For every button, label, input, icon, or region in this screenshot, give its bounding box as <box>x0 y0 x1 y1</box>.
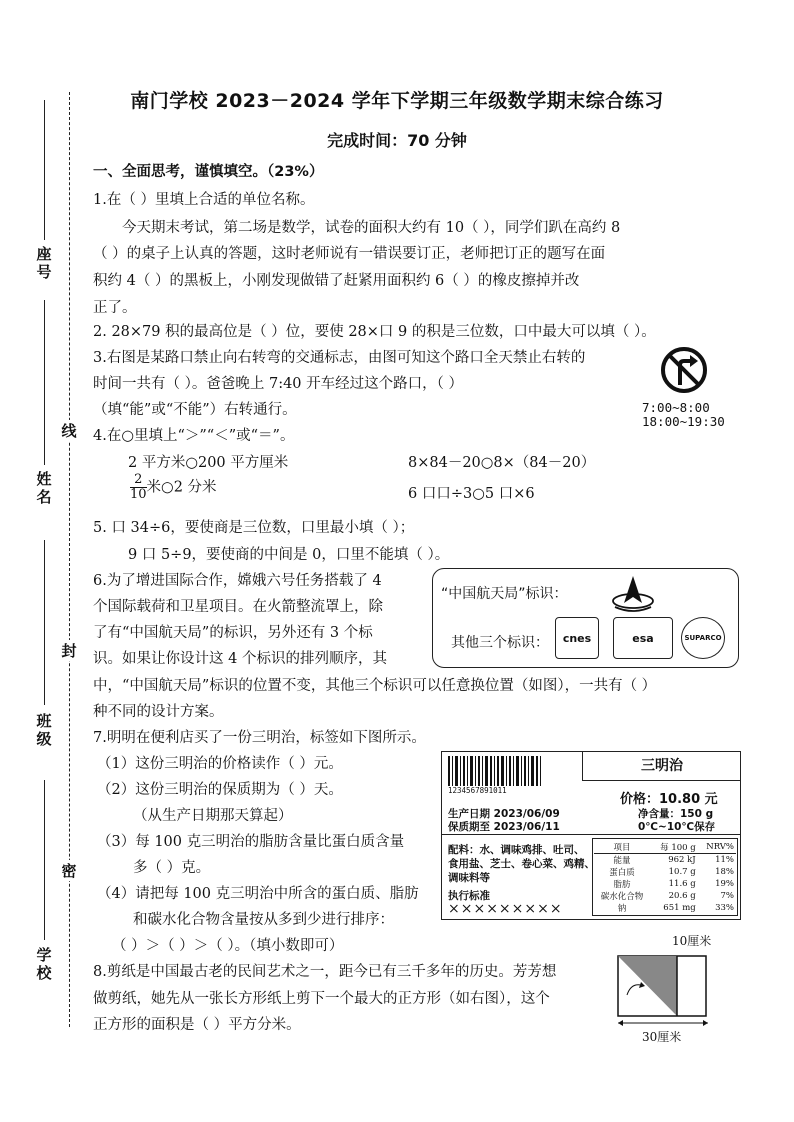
label-product-name: 三明治 <box>582 752 741 781</box>
label-expiry-date: 保质期至 2023/06/11 <box>448 821 560 833</box>
q7-item: （ ）＞（ ）＞（ ）。（填小数即可） <box>112 938 344 954</box>
label-ingredients: 配料：水、调味鸡排、吐司、 <box>448 844 585 856</box>
q7-item: （从生产日期那天算起） <box>133 808 293 824</box>
table-cell: 每 100 g <box>650 841 698 854</box>
seal-word-mi: 密 <box>57 860 81 881</box>
label-standard-code: ××××××××× <box>448 901 563 917</box>
q6-line: 6.为了增进国际合作，嫦娥六号任务搭载了 4 <box>93 573 382 589</box>
class-field-line[interactable] <box>44 540 45 705</box>
q6-line: 个国际载荷和卫星项目。在火箭整流罩上，除 <box>93 599 383 615</box>
q5-line: 9 口 5÷9，要使商的中间是 0，口里不能填（ ）。 <box>128 547 450 563</box>
q6-line: 识。如果让你设计这 4 个标识的排列顺序，其 <box>93 651 387 667</box>
q4-c: $\frac{2}{10}$ 米○2 分米 <box>130 472 217 502</box>
table-row <box>594 854 736 867</box>
table-cell: NRV% <box>698 841 736 854</box>
q3-line: （填“能”或“不能”）右转通行。 <box>93 402 297 418</box>
cnsa-logo-icon <box>609 573 657 615</box>
table-cell: 11.6 g <box>668 879 696 889</box>
table-row <box>594 841 736 854</box>
q8-line: 8.剪纸是中国最古老的民间艺术之一，距今已有三千多年的历史。芳芳想 <box>93 964 557 980</box>
q7-item: 和碳水化合物含量按从多到少进行排序： <box>133 912 394 928</box>
q7-item: （3）每 100 克三明治的脂肪含量比蛋白质含量 <box>97 834 405 850</box>
cnsa-logo-label: “中国航天局”标识： <box>441 586 568 602</box>
sandwich-label <box>441 751 741 920</box>
q7-item: （1）这份三明治的价格读作（ ）元。 <box>97 756 343 772</box>
q6-line: 了有“中国航天局”的标识，另外还有 3 个标 <box>93 625 373 641</box>
table-cell: 11% <box>715 855 734 865</box>
seal-word-xian: 线 <box>57 420 81 441</box>
label-production-date: 生产日期 2023/06/09 <box>448 808 560 820</box>
table-cell: 33% <box>715 903 734 913</box>
table-cell: 962 kJ <box>668 855 696 865</box>
q8-line: 做剪纸，她先从一张长方形纸上剪下一个最大的正方形（如右图），这个 <box>93 991 550 1007</box>
table-cell: 18% <box>715 867 734 877</box>
table-cell: 20.6 g <box>668 891 696 901</box>
label-price: 价格：10.80 元 <box>620 792 718 807</box>
q1-line: 正了。 <box>93 300 137 316</box>
table-row <box>594 890 736 902</box>
barcode-icon <box>448 756 544 786</box>
q7-item: 多（ ）克。 <box>133 860 211 876</box>
suparco-logo-icon: SUPARCO <box>681 617 725 659</box>
label-ingredients: 食用盐、芝士、卷心菜、鸡精、 <box>448 858 595 870</box>
paper-cut-figure <box>617 955 707 1017</box>
label-ingredients: 调味料等 <box>448 872 490 884</box>
q1-line: （ ）的桌子上认真的答题，这时老师说有一错误要订正，老师把订正的题写在面 <box>93 246 606 262</box>
binding-dashed-line <box>69 92 70 1027</box>
table-cell: 碳水化合物 <box>600 892 644 902</box>
table-row <box>594 866 736 878</box>
sign-time-2: 18:00~19:30 <box>642 414 725 429</box>
nutrition-table <box>594 841 736 914</box>
label-net-weight: 净含量：150 g <box>638 808 714 820</box>
q4-d: 6 口口÷3○5 口×6 <box>408 486 535 502</box>
page-title: 南门学校 2023－2024 学年下学期三年级数学期末综合练习 <box>130 90 664 112</box>
logo-panel <box>432 568 739 668</box>
q4-intro: 4.在○里填上“＞”“＜”或“＝”。 <box>93 428 295 444</box>
seat-field-line[interactable] <box>44 100 45 240</box>
q2-line: 2. 28×79 积的最高位是（ ）位，要使 28×口 9 的积是三位数，口中最大可以填（ ）。 <box>93 324 656 340</box>
name-label: 姓名 <box>36 470 52 506</box>
fig-bottom-arrow-icon <box>617 1018 709 1028</box>
name-field-line[interactable] <box>44 300 45 465</box>
sign-time-1: 7:00~8:00 <box>642 400 710 415</box>
fig-top-dimension: 10厘米 <box>672 934 712 948</box>
seat-label: 座号 <box>36 245 52 281</box>
school-field-line[interactable] <box>44 780 45 940</box>
q1-line: 今天期末考试，第二场是数学，试卷的面积大约有 10（ ），同学们趴在高约 8 <box>122 220 621 236</box>
q1-line: 1.在（ ）里填上合适的单位名称。 <box>93 192 315 208</box>
label-divider <box>442 834 740 835</box>
q8-line: 正方形的面积是（ ）平方分米。 <box>93 1017 301 1033</box>
section-heading: 一、全面思考，谨慎填空。（23%） <box>93 164 324 180</box>
school-label: 学校 <box>36 946 52 982</box>
label-standard: 执行标准 <box>448 890 490 902</box>
label-storage: 0℃~10℃保存 <box>638 821 716 833</box>
time-limit: 完成时间：70 分钟 <box>327 131 467 150</box>
table-cell: 651 mg <box>663 903 696 913</box>
q4-a: 2 平方米○200 平方厘米 <box>128 455 289 471</box>
esa-logo-icon: esa <box>613 617 673 659</box>
q6-line: 种不同的设计方案。 <box>93 704 224 720</box>
seal-word-feng: 封 <box>57 640 81 661</box>
table-cell: 7% <box>720 891 734 901</box>
table-cell: 10.7 g <box>668 867 696 877</box>
table-cell: 蛋白质 <box>609 868 635 878</box>
q1-line: 积约 4（ ）的黑板上，小刚发现做错了赶紧用面积约 6（ ）的橡皮擦掉并改 <box>93 273 580 289</box>
no-right-turn-sign-icon <box>656 345 712 395</box>
barcode-number: 1234567891011 <box>448 786 507 795</box>
table-cell: 钠 <box>617 904 627 914</box>
q7-item: （4）请把每 100 克三明治中所含的蛋白质、脂肪 <box>97 886 419 902</box>
table-row <box>594 878 736 890</box>
q3-line: 3.右图是某路口禁止向右转弯的交通标志，由图可知这个路口全天禁止右转的 <box>93 350 586 366</box>
table-cell: 19% <box>715 879 734 889</box>
fraction: $\frac{2}{10}$ <box>130 472 147 502</box>
table-row <box>594 902 736 914</box>
q6-line: 中，“中国航天局”标识的位置不变，其他三个标识可以任意换位置（如图），一共有（ ） <box>93 678 657 694</box>
cnes-logo-icon: cnes <box>555 617 599 659</box>
table-cell: 脂肪 <box>613 880 631 890</box>
other-logos-label: 其他三个标识： <box>451 635 549 651</box>
table-cell: 能量 <box>613 856 631 866</box>
q3-line: 时间一共有（ ）。爸爸晚上 7:40 开车经过这个路口，（ ） <box>93 376 463 392</box>
q7-item: （2）这份三明治的保质期为（ ）天。 <box>97 782 343 798</box>
table-cell: 项目 <box>594 841 650 854</box>
q5-line: 5. 口 34÷6，要使商是三位数，口里最小填（ ）； <box>93 520 415 536</box>
q7-intro: 7.明明在便利店买了一份三明治，标签如下图所示。 <box>93 730 426 746</box>
class-label: 班级 <box>36 712 52 748</box>
q4-b: 8×84－20○8×（84－20） <box>408 455 596 471</box>
fig-bottom-dimension: 30厘米 <box>642 1030 682 1044</box>
